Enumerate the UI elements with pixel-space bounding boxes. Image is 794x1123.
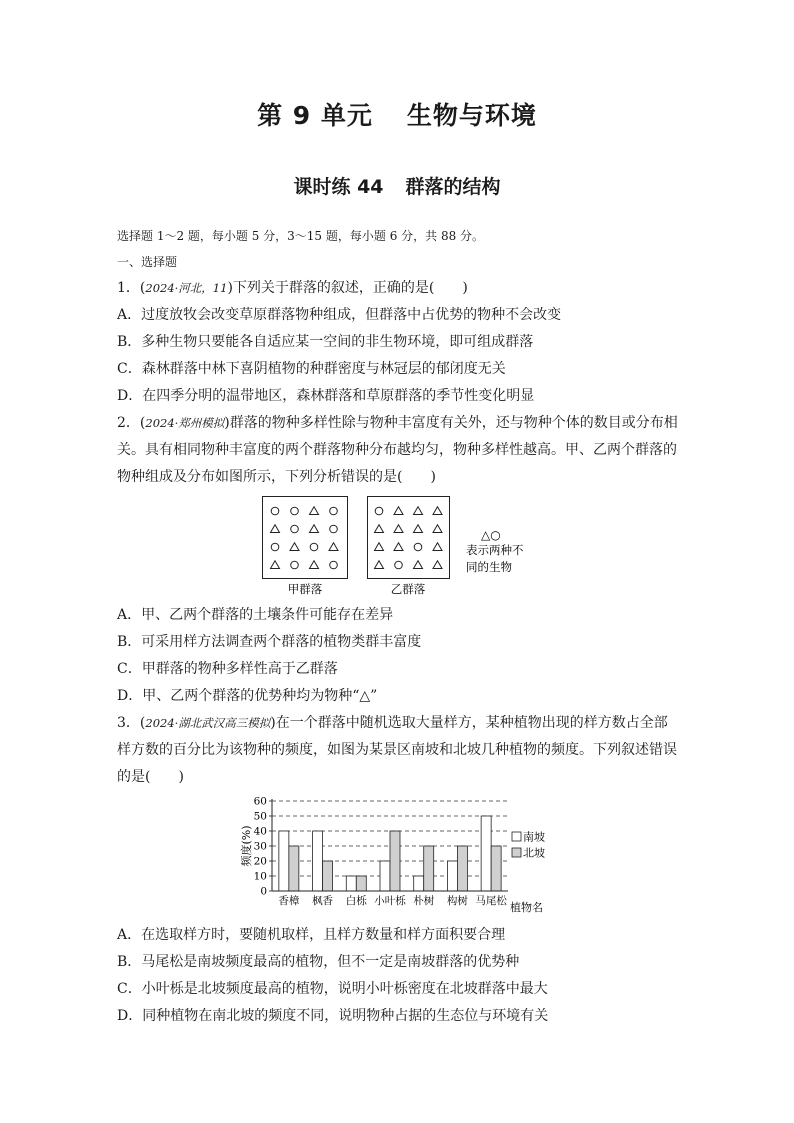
community-b-label: 乙群落 — [390, 582, 426, 596]
question-2-stem-line-2: 关。具有相同物种丰富度的两个群落物种分布越均匀，物种多样性越高。甲、乙两个群落的 — [117, 442, 677, 458]
question-3-stem — [117, 714, 668, 732]
organism-triangle-symbol — [310, 561, 319, 569]
bar-北坡-香樟 — [289, 846, 299, 891]
organism-triangle-symbol — [271, 525, 280, 533]
question-1-option-a: A．过度放牧会改变草原群落物种组成，但群落中占优势的物种不会改变 — [117, 307, 562, 323]
x-tick-label: 马尾松 — [475, 895, 507, 907]
y-tick-label: 40 — [253, 825, 267, 838]
bar-北坡-朴树 — [424, 846, 434, 891]
organism-triangle-symbol — [329, 543, 338, 551]
organism-triangle-symbol — [433, 525, 442, 533]
legend-label: 南坡 — [523, 830, 545, 844]
organism-triangle-symbol — [394, 543, 403, 551]
question-3-option-a: A．在选取样方时，要随机取样，且样方数量和样方面积要合理 — [117, 927, 506, 943]
organism-triangle-symbol — [414, 561, 423, 569]
question-2-stem — [117, 414, 678, 432]
organism-triangle-symbol — [290, 543, 299, 551]
organism-triangle-symbol — [394, 507, 403, 515]
lesson-number: 课时练 44 — [293, 176, 384, 198]
unit-name: 生物与环境 — [406, 101, 537, 130]
organism-triangle-symbol — [271, 561, 280, 569]
frequency-bar-chart — [238, 795, 558, 920]
organism-circle-symbol — [375, 507, 383, 515]
bar-南坡-小叶栎 — [380, 861, 390, 891]
question-2-option-b: B．可采用样方法调查两个群落的植物类群丰富度 — [117, 634, 422, 650]
question-3-option-b: B．马尾松是南坡频度最高的植物，但不一定是南坡群落的优势种 — [117, 954, 520, 970]
legend-line-2: 同的生物 — [466, 560, 512, 574]
community-a-grid — [271, 507, 339, 569]
organism-circle-symbol — [291, 561, 299, 569]
organism-triangle-symbol — [433, 507, 442, 515]
legend-label: 北坡 — [523, 846, 545, 860]
unit-number: 第 9 单元 — [257, 101, 373, 130]
y-tick-label: 10 — [253, 870, 267, 883]
legend-line-1: 表示两种不 — [466, 543, 524, 557]
question-3-stem-line-3: 的是( ) — [117, 769, 184, 785]
question-1-stem — [117, 279, 468, 297]
x-tick-label: 香樟 — [278, 895, 300, 907]
y-tick-label: 30 — [253, 840, 267, 853]
bar-南坡-白栎 — [346, 876, 356, 891]
legend-swatch — [512, 848, 521, 857]
bar-北坡-小叶栎 — [390, 831, 400, 891]
question-1-option-c: C．森林群落中林下喜阴植物的种群密度与林冠层的郁闭度无关 — [117, 361, 506, 377]
question-1-option-d: D．在四季分明的温带地区，森林群落和草原群落的季节性变化明显 — [117, 388, 535, 404]
bar-北坡-马尾松 — [491, 846, 501, 891]
community-b-box — [368, 497, 450, 579]
organism-circle-symbol — [330, 507, 338, 515]
question-source: 2024·郑州模拟 — [145, 416, 225, 430]
organism-triangle-symbol — [394, 525, 403, 533]
bar-南坡-朴树 — [414, 876, 424, 891]
organism-triangle-symbol — [375, 525, 384, 533]
organism-triangle-symbol — [414, 525, 423, 533]
question-number: 3．( — [117, 715, 146, 731]
organism-circle-symbol — [330, 561, 338, 569]
bar-北坡-白栎 — [356, 876, 366, 891]
organism-triangle-symbol — [375, 543, 384, 551]
legend-swatch — [512, 832, 521, 841]
x-tick-label: 构树 — [446, 895, 468, 907]
organism-circle-symbol — [291, 507, 299, 515]
y-tick-label: 50 — [253, 810, 267, 823]
question-3-option-d: D．同种植物在南北坡的频度不同，说明物种占据的生态位与环境有关 — [117, 1008, 549, 1024]
bar-北坡-枫香 — [323, 861, 333, 891]
community-a-box — [263, 497, 348, 579]
question-text: )群落的物种多样性除与物种丰富度有关外，还与物种个体的数目或分布相 — [224, 415, 678, 431]
question-text: )下列关于群落的叙述，正确的是( ) — [227, 280, 468, 296]
x-tick-label: 朴树 — [413, 895, 435, 907]
unit-title — [0, 96, 794, 132]
organism-circle-symbol — [310, 543, 318, 551]
question-3-stem-line-2: 样方数的百分比为该物种的频度，如图为某景区南坡和北坡几种植物的频度。下列叙述错误 — [117, 742, 677, 758]
y-tick-label: 60 — [253, 795, 267, 808]
organism-triangle-symbol — [414, 507, 423, 515]
question-2-stem-line-3: 物种组成及分布如图所示，下列分析错误的是( ) — [117, 469, 436, 485]
bar-北坡-构树 — [457, 846, 467, 891]
question-1-option-b: B．多种生物只要能各自适应某一空间的非生物环境，即可组成群落 — [117, 334, 534, 350]
x-axis-label: 植物名 — [510, 901, 543, 914]
bar-南坡-枫香 — [313, 831, 323, 891]
lesson-title — [0, 172, 794, 199]
question-text: )在一个群落中随机选取大量样方，某种植物出现的样方数占全部 — [270, 715, 668, 731]
organism-circle-symbol — [395, 561, 403, 569]
section-heading: 一、选择题 — [117, 255, 178, 269]
question-number: 1．( — [117, 280, 146, 296]
y-axis-label: 频度(%) — [240, 825, 253, 867]
organism-triangle-symbol — [375, 561, 384, 569]
organism-triangle-symbol — [433, 561, 442, 569]
organism-circle-symbol — [291, 525, 299, 533]
organism-circle-symbol — [330, 525, 338, 533]
organism-triangle-symbol — [310, 525, 319, 533]
question-2-option-d: D．甲、乙两个群落的优势种均为物种“△” — [117, 688, 378, 704]
y-tick-label: 0 — [260, 885, 267, 898]
organism-circle-symbol — [271, 543, 279, 551]
organism-circle-symbol — [414, 543, 422, 551]
question-number: 2．( — [117, 415, 146, 431]
community-distribution-figure — [262, 496, 542, 600]
organism-triangle-symbol — [310, 507, 319, 515]
lesson-name: 群落的结构 — [405, 176, 501, 198]
y-tick-label: 20 — [253, 855, 267, 868]
community-b-grid — [375, 507, 443, 569]
exercise-intro: 选择题 1～2 题，每小题 5 分，3～15 题，每小题 6 分，共 88 分。 — [117, 229, 485, 243]
x-tick-label: 枫香 — [312, 895, 334, 907]
bar-南坡-香樟 — [279, 831, 289, 891]
legend-symbols: △○ — [481, 528, 501, 542]
bar-南坡-马尾松 — [481, 816, 491, 891]
bar-南坡-构树 — [447, 861, 457, 891]
organism-triangle-symbol — [433, 543, 442, 551]
organism-circle-symbol — [271, 507, 279, 515]
community-a-label: 甲群落 — [287, 582, 323, 596]
x-tick-label: 小叶栎 — [374, 895, 406, 907]
question-2-option-a: A．甲、乙两个群落的土壤条件可能存在差异 — [117, 607, 394, 623]
question-source: 2024·湖北武汉高三模拟 — [145, 716, 271, 730]
question-source: 2024·河北，11 — [145, 281, 228, 295]
question-2-option-c: C．甲群落的物种多样性高于乙群落 — [117, 661, 338, 677]
x-tick-label: 白栎 — [345, 895, 367, 907]
question-3-option-c: C．小叶栎是北坡频度最高的植物，说明小叶栎密度在北坡群落中最大 — [117, 981, 548, 997]
